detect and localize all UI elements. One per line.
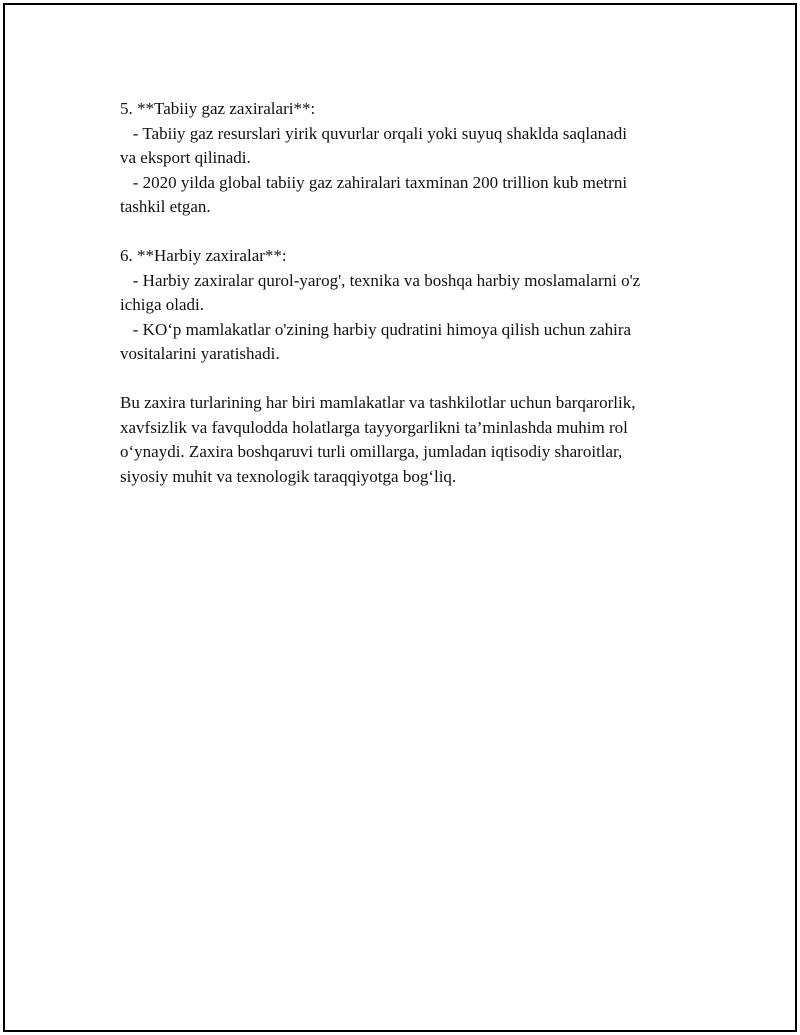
body-line: tashkil etgan. [120,197,211,216]
conclusion-line: siyosiy muhit va texnologik taraqqiyotga bog‘liq. [120,466,457,486]
body-line: ichiga oladi. [120,295,205,314]
section-heading: 5. **Tabiiy gaz zaxiralari**: [120,99,316,118]
body-line: va eksport qilinadi. [120,148,251,167]
conclusion-line: Bu zaxira turlarining har biri mamlakatlar va tashkilotlar uchun barqarorlik, [120,393,636,412]
body-line: - Harbiy zaxiralar qurol-yarog', texnika va boshqa harbiy moslamalarni o'z [120,270,641,290]
body-line: vositalarini yaratishadi. [120,344,280,363]
conclusion-paragraph [120,391,695,489]
section-military-reserves [120,244,695,367]
body-line: - KO‘p mamlakatlar o'zining harbiy qudratini himoya qilish uchun zahira [120,319,632,339]
document-body [120,97,695,514]
conclusion-line: o‘ynaydi. Zaxira boshqaruvi turli omillarga, jumladan iqtisodiy sharoitlar, [120,442,623,461]
section-heading: 6. **Harbiy zaxiralar**: [120,246,287,265]
conclusion-line: xavfsizlik va favqulodda holatlarga tayyorgarlikni ta’minlashda muhim rol [120,417,628,437]
body-line: - 2020 yilda global tabiiy gaz zahiralari taxminan 200 trillion kub metrni [120,172,628,192]
document-page [3,3,797,1032]
body-line: - Tabiiy gaz resurslari yirik quvurlar orqali yoki suyuq shaklda saqlanadi [120,123,627,143]
section-natural-gas-reserves [120,97,695,220]
